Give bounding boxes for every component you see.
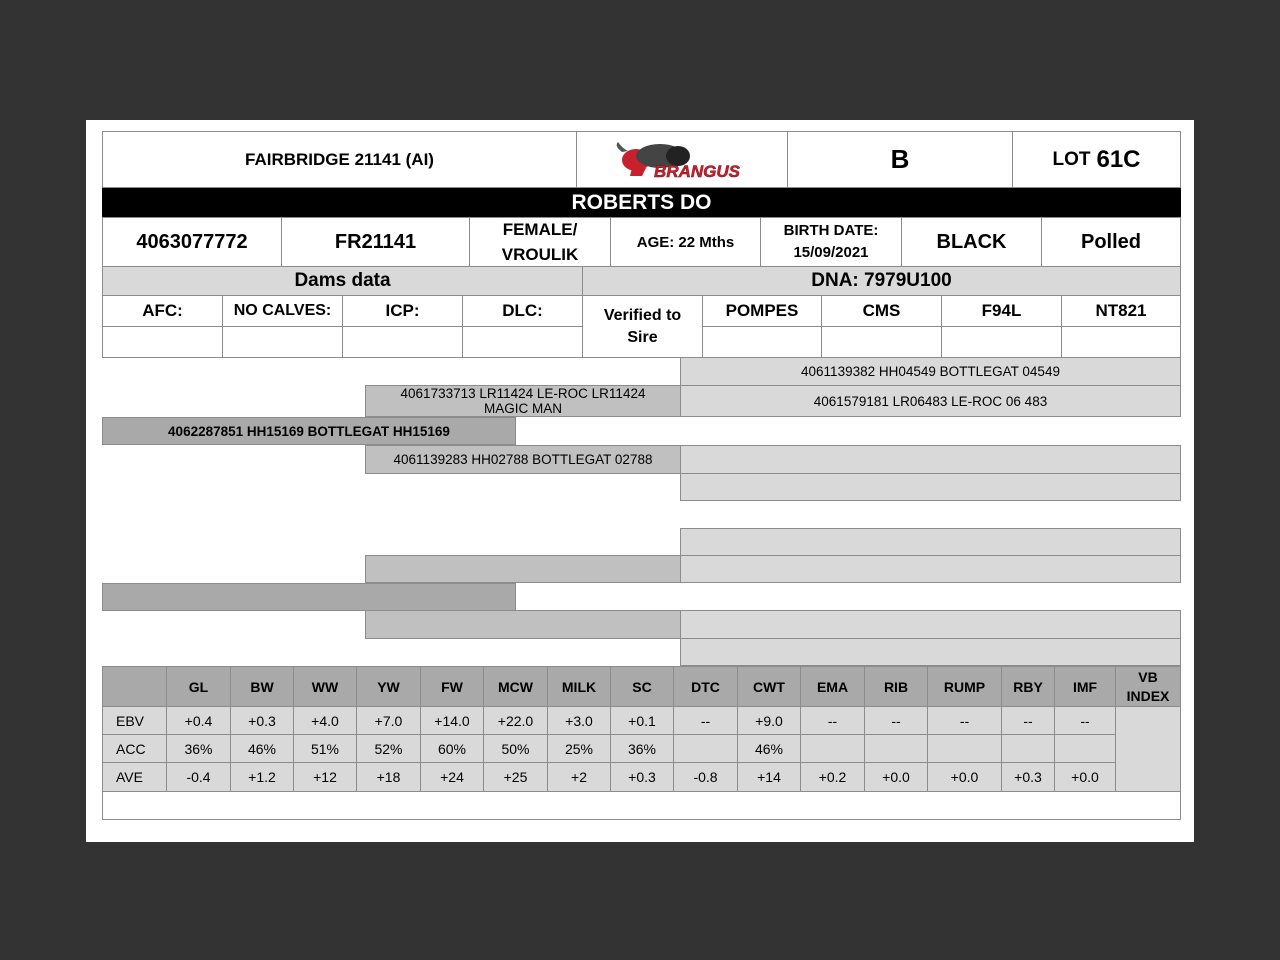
acc-value-ema [800,734,865,763]
ave-value-rump: +0.0 [927,762,1002,792]
ebv-value-yw: +7.0 [356,706,421,735]
ebv-header-sc: SC [610,666,674,707]
ave-value-mcw: +25 [483,762,548,792]
ebv-value-mcw: +22.0 [483,706,548,735]
ebv-value-fw: +14.0 [420,706,484,735]
dna-nt821-value [1061,326,1181,358]
ebv-header-fw: FW [420,666,484,707]
dna-pompes-label: POMPES [702,295,822,327]
ave-value-dtc: -0.8 [673,762,738,792]
ebv-header-dtc: DTC [673,666,738,707]
logo-text: BRANGUS [654,161,740,181]
pedigree-sire-dam: 4061139283 HH02788 BOTTLEGAT 02788 [365,445,681,474]
ebv-value-ema: -- [800,706,865,735]
ave-value-rib: +0.0 [864,762,928,792]
acc-value-rump [927,734,1002,763]
ave-value-milk: +2 [547,762,611,792]
ebv-header-cwt: CWT [737,666,801,707]
horn-status: Polled [1041,217,1181,267]
ebv-value-cwt: +9.0 [737,706,801,735]
vb-index-value [1115,706,1181,792]
acc-value-bw: 46% [230,734,294,763]
dna-pompes-value [702,326,822,358]
pedigree-sire: 4062287851 HH15169 BOTTLEGAT HH15169 [102,417,516,445]
ebv-value-sc: +0.1 [610,706,674,735]
ebv-header-ema: EMA [800,666,865,707]
ebv-header-mcw: MCW [483,666,548,707]
ave-value-bw: +1.2 [230,762,294,792]
ave-value-rby: +0.3 [1001,762,1055,792]
herd-code: FR21141 [281,217,470,267]
grade-badge: B [787,131,1013,188]
acc-value-dtc [673,734,738,763]
ave-value-ema: +0.2 [800,762,865,792]
ebv-footer-row [102,791,1181,820]
ebv-value-rib: -- [864,706,928,735]
birth-date: BIRTH DATE: 15/09/2021 [760,217,902,267]
breed-logo [576,131,788,188]
ebv-value-ww: +4.0 [293,706,357,735]
ebv-corner-cell [102,666,167,707]
dna-cms-label: CMS [821,295,942,327]
acc-value-cwt: 46% [737,734,801,763]
acc-value-mcw: 50% [483,734,548,763]
ebv-header-imf: IMF [1054,666,1116,707]
sex: FEMALE/ VROULIK [469,217,611,267]
pedigree-sire-sire-dam: 4061579181 LR06483 LE-ROC 06 483 [680,385,1181,417]
bull-logo-icon [612,138,752,182]
dams-icp-label: ICP: [342,295,463,327]
ave-value-yw: +18 [356,762,421,792]
lot-card [86,120,1194,842]
id-number: 4063077772 [102,217,282,267]
dams-calves-label: NO CALVES: [222,295,343,327]
ebv-header-bw: BW [230,666,294,707]
acc-value-gl: 36% [166,734,231,763]
ebv-value-dtc: -- [673,706,738,735]
pedigree-dam-sire-sire [680,528,1181,556]
ebv-header-ww: WW [293,666,357,707]
acc-value-imf [1054,734,1116,763]
ebv-value-bw: +0.3 [230,706,294,735]
pedigree-dam-dam-dam [680,638,1181,666]
animal-name: FAIRBRIDGE 21141 (AI) [102,131,577,188]
ebv-value-gl: +0.4 [166,706,231,735]
dna-nt821-label: NT821 [1061,295,1181,327]
ebv-header-gl: GL [166,666,231,707]
ave-value-imf: +0.0 [1054,762,1116,792]
colour: BLACK [901,217,1042,267]
dams-afc-label: AFC: [102,295,223,327]
ebv-value-rby: -- [1001,706,1055,735]
ebv-header-rby: RBY [1001,666,1055,707]
pedigree-sire-sire-sire: 4061139382 HH04549 BOTTLEGAT 04549 [680,357,1181,386]
pedigree-sire-dam-sire [680,445,1181,474]
age: AGE: 22 Mths [610,217,761,267]
ebv-row-label-ebv: EBV [102,706,167,735]
pedigree-dam-sire-dam [680,555,1181,583]
dna-f94l-label: F94L [941,295,1062,327]
ebv-header-rib: RIB [864,666,928,707]
ave-value-ww: +12 [293,762,357,792]
dams-title: Dams data [102,266,583,296]
acc-value-milk: 25% [547,734,611,763]
ave-value-cwt: +14 [737,762,801,792]
dna-cms-value [821,326,942,358]
pedigree-dam-sire [365,555,681,583]
pedigree-dam-dam [365,610,681,639]
lot-number: LOT 61C [1012,131,1181,188]
ebv-header-yw: YW [356,666,421,707]
ebv-value-imf: -- [1054,706,1116,735]
pedigree-dam [102,583,516,611]
acc-value-yw: 52% [356,734,421,763]
dams-icp-value [342,326,463,358]
acc-value-rby [1001,734,1055,763]
acc-value-sc: 36% [610,734,674,763]
pedigree-dam-dam-sire [680,610,1181,639]
ebv-row-label-acc: ACC [102,734,167,763]
dams-dlc-label: DLC: [462,295,583,327]
acc-value-rib [864,734,928,763]
dna-verified: Verified to Sire [582,295,703,358]
ebv-header-milk: MILK [547,666,611,707]
breeder-band: ROBERTS DO [102,188,1181,218]
dna-f94l-value [941,326,1062,358]
ebv-header-vb-index: VB INDEX [1115,666,1181,707]
dams-afc-value [102,326,223,358]
ebv-row-label-ave: AVE [102,762,167,792]
dams-dlc-value [462,326,583,358]
ebv-value-rump: -- [927,706,1002,735]
acc-value-fw: 60% [420,734,484,763]
acc-value-ww: 51% [293,734,357,763]
pedigree-sire-dam-dam [680,473,1181,501]
ebv-header-rump: RUMP [927,666,1002,707]
ave-value-gl: -0.4 [166,762,231,792]
ave-value-sc: +0.3 [610,762,674,792]
ave-value-fw: +24 [420,762,484,792]
dna-title: DNA: 7979U100 [582,266,1181,296]
ebv-value-milk: +3.0 [547,706,611,735]
pedigree-sire-sire: 4061733713 LR11424 LE-ROC LR11424 MAGIC MAN [365,385,681,417]
dams-calves-value [222,326,343,358]
